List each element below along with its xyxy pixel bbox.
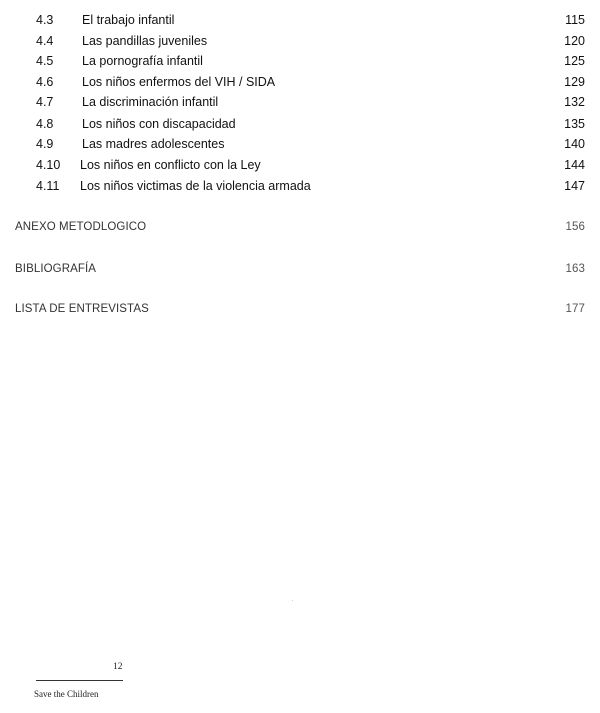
toc-entry-title: Los niños con discapacidad <box>82 117 236 131</box>
toc-entry <box>0 155 600 175</box>
toc-section-title: BIBLIOGRAFÍA <box>15 263 97 275</box>
toc-entry-page: 120 <box>564 34 585 48</box>
toc-entry <box>0 92 600 112</box>
toc-entry-number: 4.10 <box>36 158 61 172</box>
toc-entry-page: 135 <box>564 117 585 131</box>
toc-entry-page: 129 <box>564 75 585 89</box>
toc-entry <box>0 51 600 71</box>
toc-entry-number: 4.5 <box>36 54 54 68</box>
toc-section-title: LISTA DE ENTREVISTAS <box>15 303 149 315</box>
toc-entry <box>0 134 600 154</box>
footer-divider <box>36 680 123 681</box>
toc-entry-title: Las madres adolescentes <box>82 137 225 151</box>
toc-section-page: 177 <box>565 303 585 315</box>
toc-section-page: 163 <box>565 263 585 275</box>
toc-entry-page: 147 <box>564 179 585 193</box>
toc-section <box>0 217 600 237</box>
toc-section <box>0 259 600 279</box>
toc-entry-number: 4.8 <box>36 117 54 131</box>
toc-entry-number: 4.9 <box>36 137 54 151</box>
footer-organization: Save the Children <box>34 689 99 699</box>
toc-entry-title: Las pandillas juveniles <box>82 34 208 48</box>
toc-entry-number: 4.6 <box>36 75 54 89</box>
toc-entry <box>0 72 600 92</box>
toc-entry-page: 140 <box>564 137 585 151</box>
toc-entry-page: 144 <box>564 158 585 172</box>
toc-entry <box>0 31 600 51</box>
toc-entry-number: 4.3 <box>36 13 54 27</box>
toc-entry <box>0 10 600 30</box>
toc-entry-number: 4.11 <box>36 179 60 193</box>
toc-entry <box>0 176 600 196</box>
toc-entry-title: Los niños en conflicto con la Ley <box>80 158 261 172</box>
toc-section-page: 156 <box>565 221 585 233</box>
toc-entry-title: La pornografía infantil <box>82 54 203 68</box>
toc-entry-number: 4.7 <box>36 95 54 109</box>
toc-entry <box>0 114 600 134</box>
toc-entry-page: 132 <box>564 95 585 109</box>
toc-entry-number: 4.4 <box>36 34 54 48</box>
toc-entry-title: La discriminación infantil <box>82 95 219 109</box>
toc-section <box>0 299 600 319</box>
footer-page-number: 12 <box>113 662 123 672</box>
toc-entry-title: El trabajo infantil <box>82 13 175 27</box>
toc-entry-title: Los niños victimas de la violencia armada <box>80 179 311 193</box>
toc-entry-title: Los niños enfermos del VIH / SIDA <box>82 75 276 89</box>
toc-entry-page: 125 <box>564 54 585 68</box>
toc-section-title: ANEXO METODLOGICO <box>15 221 147 233</box>
scan-speck <box>292 600 293 601</box>
toc-entry-page: 115 <box>565 13 585 27</box>
